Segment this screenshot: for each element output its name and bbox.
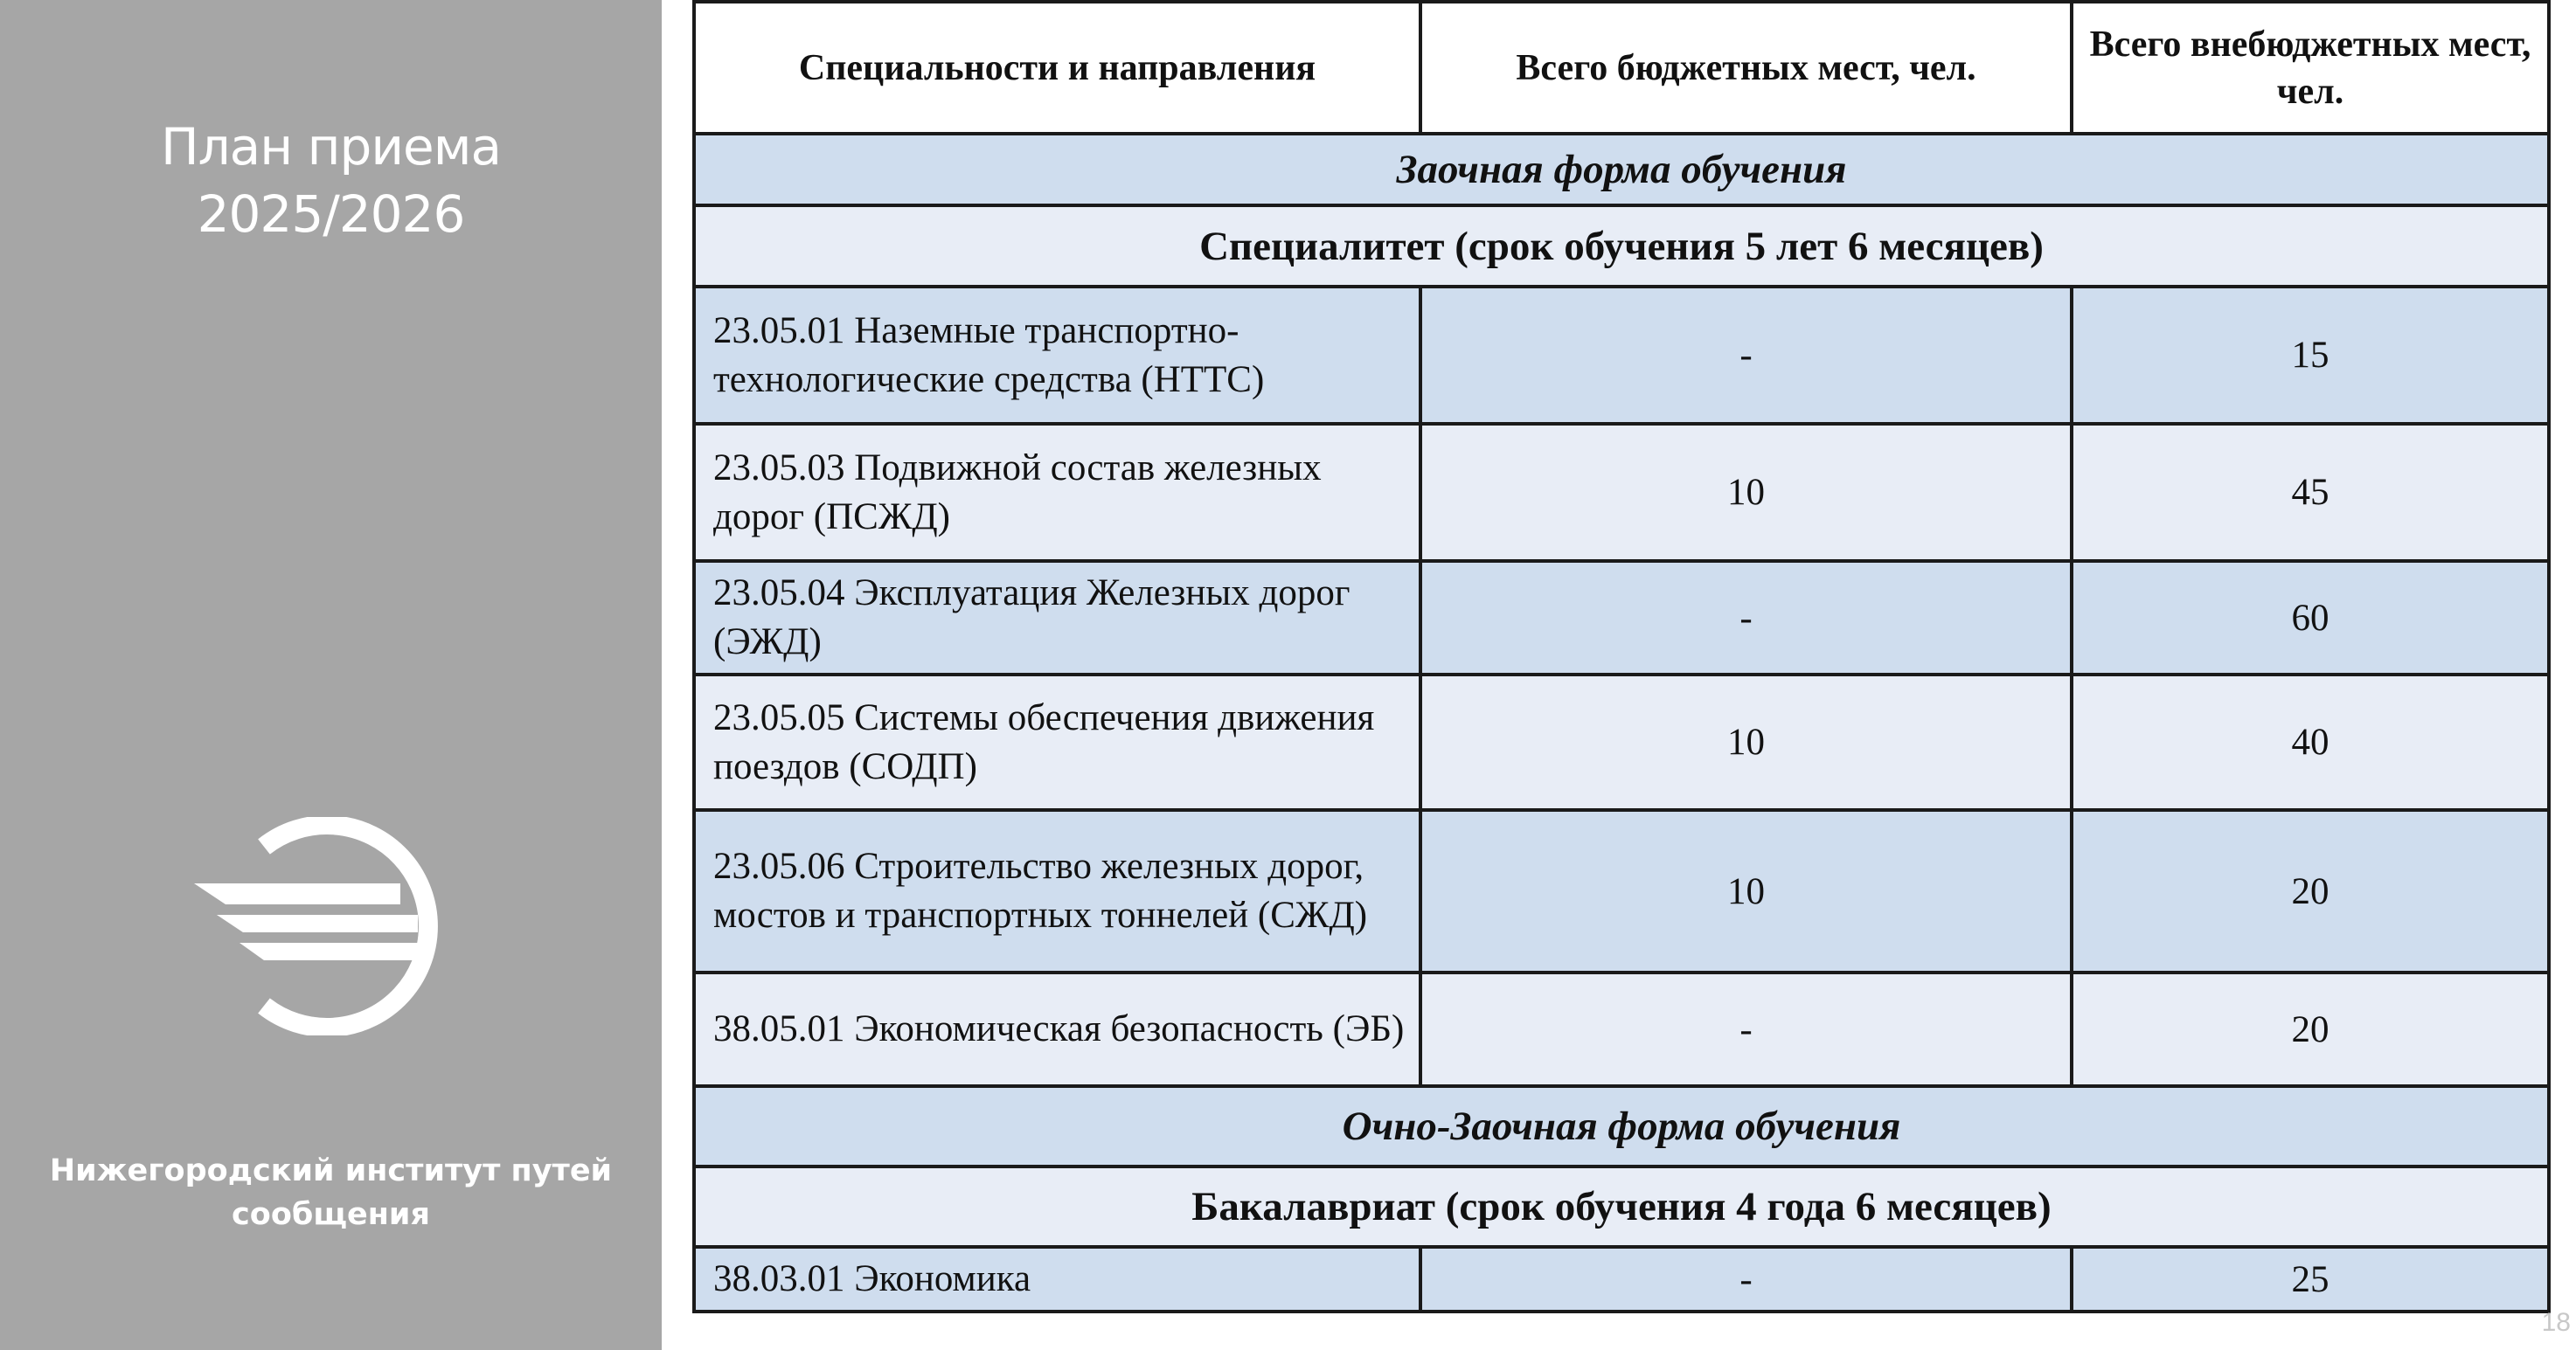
paid-cell: 20 xyxy=(2072,810,2549,973)
budget-cell: 10 xyxy=(1420,810,2072,973)
title-line-2: 2025/2026 xyxy=(197,184,465,244)
specialty-cell: 23.05.04 Эксплуатация Железных дорог (ЭЖД) xyxy=(694,561,1420,675)
header-budget: Всего бюджетных мест, чел. xyxy=(1420,2,2072,134)
table-row xyxy=(694,561,2549,675)
table-row xyxy=(694,675,2549,810)
budget-cell: - xyxy=(1420,287,2072,424)
section-form-title: Заочная форма обучения xyxy=(694,134,2549,205)
institute-line-2: сообщения xyxy=(232,1197,430,1232)
paid-cell: 20 xyxy=(2072,973,2549,1086)
paid-cell: 40 xyxy=(2072,675,2549,810)
section-level-title: Специалитет (срок обучения 5 лет 6 месяцев) xyxy=(694,205,2549,287)
table-row xyxy=(694,973,2549,1086)
form-row-extramural xyxy=(694,134,2549,205)
rzd-logo-icon xyxy=(191,817,470,1035)
admission-table-wrapper xyxy=(692,0,2547,1313)
header-specialty: Специальности и направления xyxy=(694,2,1420,134)
budget-cell: - xyxy=(1420,561,2072,675)
specialty-cell: 23.05.03 Подвижной состав железных дорог (ПСЖД) xyxy=(694,424,1420,561)
sidebar xyxy=(0,0,662,1350)
specialty-cell: 23.05.05 Системы обеспечения движения поездов (СОДП) xyxy=(694,675,1420,810)
budget-cell: - xyxy=(1420,1247,2072,1312)
table-header-row xyxy=(694,2,2549,134)
paid-cell: 45 xyxy=(2072,424,2549,561)
table-row xyxy=(694,810,2549,973)
page-number: 18 xyxy=(2541,1308,2571,1337)
admission-table xyxy=(692,0,2551,1313)
budget-cell: 10 xyxy=(1420,424,2072,561)
specialty-cell: 38.05.01 Экономическая безопасность (ЭБ) xyxy=(694,973,1420,1086)
budget-cell: - xyxy=(1420,973,2072,1086)
form-row-part-time xyxy=(694,1086,2549,1167)
title-line-1: План приема xyxy=(161,117,501,177)
specialty-cell: 38.03.01 Экономика xyxy=(694,1247,1420,1312)
table-row xyxy=(694,1247,2549,1312)
table-row xyxy=(694,424,2549,561)
paid-cell: 25 xyxy=(2072,1247,2549,1312)
page-title xyxy=(0,114,662,248)
section-form-title: Очно-Заочная форма обучения xyxy=(694,1086,2549,1167)
paid-cell: 60 xyxy=(2072,561,2549,675)
specialty-cell: 23.05.06 Строительство железных дорог, мостов и транспортных тоннелей (СЖД) xyxy=(694,810,1420,973)
specialty-cell: 23.05.01 Наземные транспортно-технологические средства (НТТС) xyxy=(694,287,1420,424)
institute-name xyxy=(0,1149,662,1236)
level-row-bachelor xyxy=(694,1167,2549,1247)
section-level-title: Бакалавриат (срок обучения 4 года 6 месяцев) xyxy=(694,1167,2549,1247)
level-row-specialist xyxy=(694,205,2549,287)
institute-line-1: Нижегородский институт путей xyxy=(49,1153,613,1188)
header-paid: Всего внебюджетных мест, чел. xyxy=(2072,2,2549,134)
budget-cell: 10 xyxy=(1420,675,2072,810)
paid-cell: 15 xyxy=(2072,287,2549,424)
table-row xyxy=(694,287,2549,424)
